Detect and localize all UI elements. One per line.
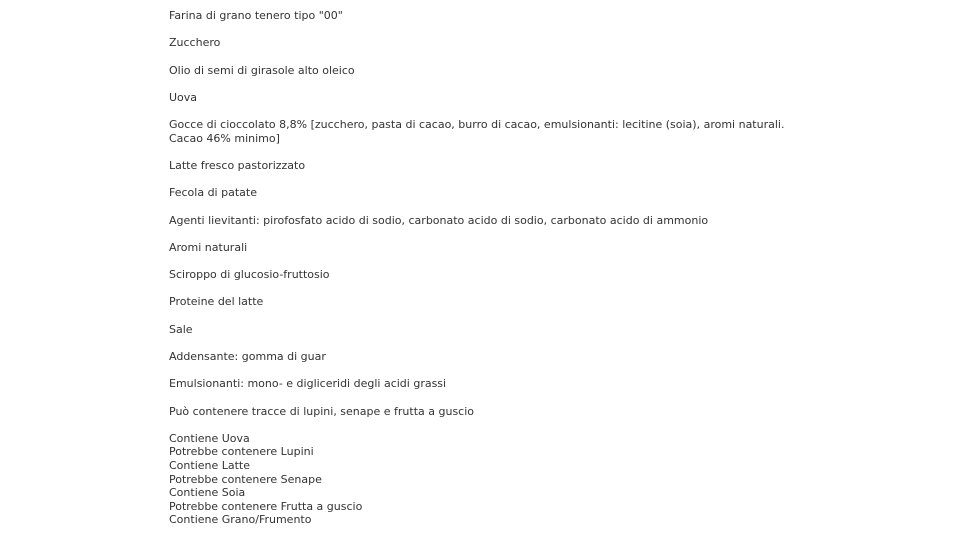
ingredient-item: Uova xyxy=(169,90,198,104)
allergen-list xyxy=(169,432,804,527)
ingredient-item: Farina di grano tenero tipo "00" xyxy=(169,9,343,22)
ingredient-item: Gocce di cioccolato 8,8% [zucchero, pasta di cacao, burro di cacao, emulsionanti: lecitine (soia), aromi naturali. Cacao 46% minimo] xyxy=(169,118,785,145)
ingredient-item: Può contenere tracce di lupini, senape e frutta a guscio xyxy=(169,404,475,418)
allergen-item: Potrebbe contenere Senape xyxy=(169,472,322,486)
allergen-item: Potrebbe contenere Lupini xyxy=(169,445,314,459)
ingredient-item: Sale xyxy=(169,322,193,336)
ingredient-item: Emulsionanti: mono- e digliceridi degli acidi grassi xyxy=(169,377,447,391)
ingredient-item: Addensante: gomma di guar xyxy=(169,349,326,363)
product-ingredients-section xyxy=(169,9,804,527)
allergen-item: Contiene Soia xyxy=(169,486,246,500)
ingredient-item: Sciroppo di glucosio-fruttosio xyxy=(169,268,330,282)
ingredient-list xyxy=(169,9,804,418)
ingredient-item: Olio di semi di girasole alto oleico xyxy=(169,63,355,77)
allergen-item: Contiene Grano/Frumento xyxy=(169,513,312,527)
allergen-item: Contiene Latte xyxy=(169,459,251,472)
allergen-item: Contiene Uova xyxy=(169,431,250,445)
ingredient-item: Proteine del latte xyxy=(169,295,264,309)
ingredient-item: Latte fresco pastorizzato xyxy=(169,159,306,172)
ingredient-item: Fecola di patate xyxy=(169,186,257,200)
allergen-item: Potrebbe contenere Frutta a guscio xyxy=(169,499,363,513)
ingredient-item: Aromi naturali xyxy=(169,240,248,254)
ingredient-item: Agenti lievitanti: pirofosfato acido di sodio, carbonato acido di sodio, carbonato acido di ammonio xyxy=(169,213,709,227)
ingredient-item: Zucchero xyxy=(169,36,221,50)
